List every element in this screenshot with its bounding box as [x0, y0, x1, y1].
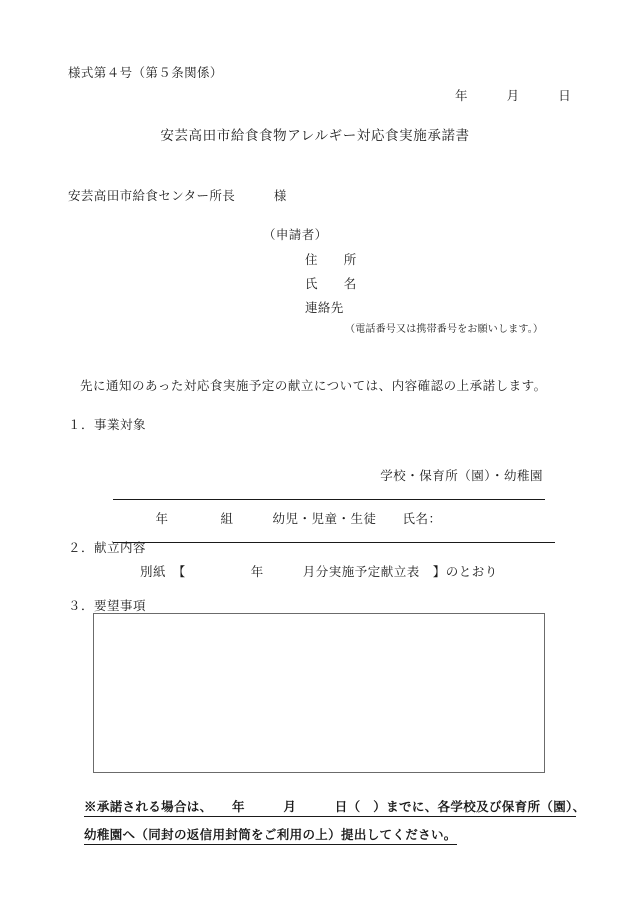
submission-notice-line2: 幼稚園へ（同封の返信用封筒をご利用の上）提出してください。 [84, 825, 457, 845]
submission-notice-line1: ※承諾される場合は、 年 月 日（ ）までに、各学校及び保育所（園）、 [84, 797, 576, 817]
section1-student-field[interactable] [113, 494, 555, 543]
form-number: 様式第４号（第５条関係） [68, 66, 223, 80]
applicant-contact-label: 連絡先 [305, 301, 344, 315]
section1-school-field[interactable] [113, 451, 545, 500]
body-statement: 先に通知のあった対応食実施予定の献立については、内容確認の上承諾します。 [80, 379, 547, 393]
section2-heading: ２．献立内容 [68, 541, 147, 555]
addressee: 安芸高田市給食センター所長 様 [68, 189, 287, 203]
requests-textbox[interactable] [93, 613, 545, 773]
section1-heading: １．事業対象 [68, 418, 147, 432]
page-title: 安芸高田市給食食物アレルギー対応食実施承諾書 [160, 128, 470, 143]
date-line: 年 月 日 [455, 89, 572, 103]
submission-notice [68, 779, 586, 863]
applicant-contact-note: （電話番号又は携帯番号をお願いします。） [345, 324, 544, 335]
applicant-name-label: 氏 名 [305, 277, 357, 291]
applicant-address-label: 住 所 [305, 253, 357, 267]
section1-school-label: 学校・保育所（園）・幼稚園 [380, 469, 543, 483]
section1-student-label: 年 組 幼児・児童・生徒 氏名： [155, 512, 442, 526]
section2-menu-line: 別紙 【 年 月分実施予定献立表 】のとおり [140, 565, 498, 579]
section3-heading: ３．要望事項 [68, 599, 147, 613]
applicant-heading: （申請者） [263, 228, 328, 242]
